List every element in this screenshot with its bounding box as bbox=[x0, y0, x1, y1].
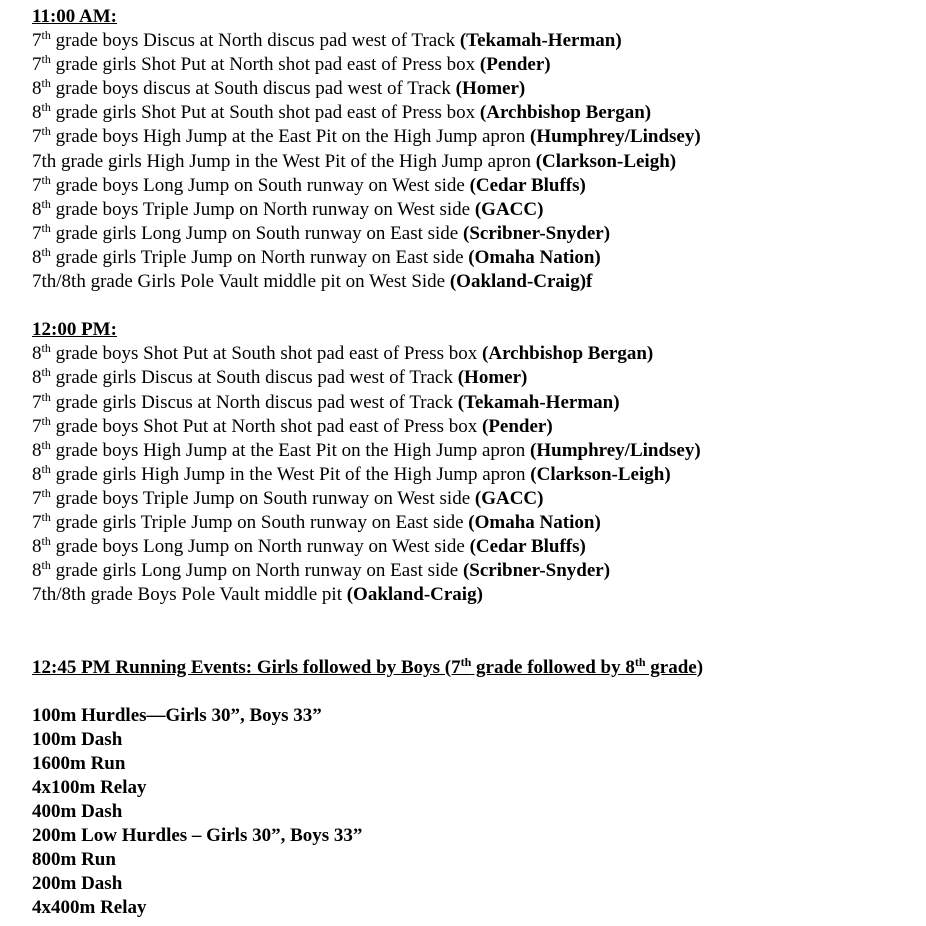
event-description: grade girls Triple Jump on South runway on East side bbox=[50, 511, 469, 533]
running-event: 200m Dash bbox=[32, 873, 123, 895]
host-school: (Tekamah-Herman) bbox=[459, 30, 622, 52]
event-row bbox=[32, 487, 926, 511]
event-row bbox=[32, 415, 926, 439]
ordinal-suffix: th bbox=[460, 654, 472, 669]
grade-number: 8 bbox=[32, 78, 42, 100]
grade-number: 8 bbox=[32, 439, 42, 461]
host-school: (Homer) bbox=[455, 78, 526, 100]
section-running-events bbox=[32, 656, 926, 921]
heading-text: grade followed by 8 bbox=[471, 656, 635, 678]
event-description: grade girls Discus at North discus pad west of Track bbox=[50, 391, 458, 413]
host-school: (Cedar Bluffs) bbox=[469, 536, 586, 558]
host-school: (Omaha Nation) bbox=[468, 246, 601, 268]
event-description: grade boys discus at South discus pad west of Track bbox=[50, 78, 456, 100]
event-row bbox=[32, 463, 926, 487]
ordinal-suffix: th bbox=[41, 172, 51, 187]
grade-number: 8 bbox=[32, 343, 42, 365]
host-school: (GACC) bbox=[474, 198, 544, 220]
event-description: grade girls Shot Put at South shot pad east of Press box bbox=[50, 102, 480, 124]
blank-line bbox=[32, 680, 926, 704]
ordinal-suffix: th bbox=[41, 437, 51, 452]
event-row bbox=[32, 270, 926, 294]
event-row bbox=[32, 342, 926, 366]
host-school: (Homer) bbox=[457, 367, 528, 389]
ordinal-suffix: th bbox=[41, 76, 51, 91]
host-school: (Archbishop Bergan) bbox=[479, 102, 652, 124]
grade-number: 8 bbox=[32, 102, 42, 124]
event-description: grade Boys Pole Vault middle pit bbox=[85, 584, 347, 606]
grade-number: 7 bbox=[32, 174, 42, 196]
event-row bbox=[32, 77, 926, 101]
host-school: (Cedar Bluffs) bbox=[469, 174, 586, 196]
host-school: (Scribner-Snyder) bbox=[462, 560, 611, 582]
event-row bbox=[32, 511, 926, 535]
event-description: grade girls Triple Jump on North runway on East side bbox=[50, 246, 469, 268]
event-row bbox=[32, 198, 926, 222]
grade-number: 8 bbox=[32, 463, 42, 485]
host-school: (Pender) bbox=[482, 415, 553, 437]
ordinal-suffix: th bbox=[41, 461, 51, 476]
blank-line bbox=[32, 294, 926, 318]
running-event-list bbox=[32, 704, 926, 921]
grade-number: 8 bbox=[32, 536, 42, 558]
ordinal-suffix: th bbox=[634, 654, 646, 669]
ordinal-suffix: th bbox=[41, 413, 51, 428]
host-school: (Clarkson-Leigh) bbox=[530, 463, 671, 485]
event-row bbox=[32, 559, 926, 583]
event-row bbox=[32, 29, 926, 53]
event-description: grade boys Discus at North discus pad west of Track bbox=[50, 30, 460, 52]
event-row bbox=[32, 222, 926, 246]
grade-number: 7 bbox=[32, 511, 42, 533]
running-events-heading bbox=[32, 656, 926, 680]
event-row bbox=[32, 150, 926, 174]
host-school: (GACC) bbox=[474, 487, 544, 509]
ordinal-suffix: th bbox=[41, 124, 51, 139]
event-row bbox=[32, 246, 926, 270]
ordinal-suffix: th bbox=[41, 389, 51, 404]
ordinal-suffix: th bbox=[41, 244, 51, 259]
event-description: grade girls Long Jump on South runway on East side bbox=[50, 222, 463, 244]
ordinal-suffix: th bbox=[41, 220, 51, 235]
grade-number: 7th/8th bbox=[32, 271, 86, 293]
event-list bbox=[32, 342, 926, 607]
ordinal-suffix: th bbox=[41, 534, 51, 549]
host-school: (Scribner-Snyder) bbox=[463, 222, 611, 244]
host-school: (Clarkson-Leigh) bbox=[535, 150, 677, 172]
grade-number: 7 bbox=[32, 222, 42, 244]
event-row bbox=[32, 439, 926, 463]
event-description: grade boys Long Jump on South runway on West side bbox=[50, 174, 470, 196]
grade-number: 7 bbox=[32, 487, 42, 509]
ordinal-suffix: th bbox=[41, 509, 51, 524]
host-school: (Humphrey/Lindsey) bbox=[530, 126, 701, 148]
event-row bbox=[32, 535, 926, 559]
ordinal-suffix: th bbox=[41, 558, 51, 573]
running-event: 400m Dash bbox=[32, 801, 123, 823]
host-school: (Oakland-Craig) bbox=[346, 584, 483, 606]
host-school: (Oakland-Craig)f bbox=[449, 271, 593, 293]
ordinal-suffix: th bbox=[41, 52, 51, 67]
event-row bbox=[32, 366, 926, 390]
grade-number: 7 bbox=[32, 54, 42, 76]
event-list bbox=[32, 29, 926, 294]
heading-text: 12:45 PM Running Events: Girls followed by Boys (7 bbox=[32, 656, 461, 678]
running-event: 100m Dash bbox=[32, 728, 123, 750]
grade-number: 7 bbox=[32, 30, 42, 52]
section-heading: 11:00 AM: bbox=[32, 6, 117, 27]
event-description: grade boys Shot Put at South shot pad east of Press box bbox=[50, 343, 483, 365]
running-event: 200m Low Hurdles – Girls 30”, Boys 33” bbox=[32, 825, 363, 847]
grade-number: 8 bbox=[32, 198, 42, 220]
ordinal-suffix: th bbox=[41, 196, 51, 211]
event-description: grade girls Discus at South discus pad west of Track bbox=[50, 367, 458, 389]
grade-number: 8 bbox=[32, 246, 42, 268]
running-event: 4x100m Relay bbox=[32, 777, 147, 798]
event-description: grade girls High Jump in the West Pit of the High Jump apron bbox=[56, 150, 536, 172]
event-row bbox=[32, 391, 926, 415]
blank-line bbox=[32, 607, 926, 655]
event-description: grade boys High Jump at the East Pit on the High Jump apron bbox=[50, 126, 531, 148]
host-school: (Tekamah-Herman) bbox=[457, 391, 620, 413]
running-event: 800m Run bbox=[32, 849, 116, 871]
grade-number: 7th/8th bbox=[32, 584, 86, 606]
running-event: 100m Hurdles—Girls 30”, Boys 33” bbox=[32, 704, 322, 726]
grade-number: 7 bbox=[32, 415, 42, 437]
event-row bbox=[32, 174, 926, 198]
section-11am bbox=[32, 5, 926, 294]
ordinal-suffix: th bbox=[41, 28, 51, 43]
event-description: grade girls Long Jump on North runway on East side bbox=[50, 560, 463, 582]
heading-text: grade) bbox=[645, 656, 704, 678]
host-school: (Archbishop Bergan) bbox=[482, 343, 654, 365]
event-row bbox=[32, 125, 926, 149]
event-description: grade boys Triple Jump on North runway on West side bbox=[50, 198, 475, 220]
event-row bbox=[32, 101, 926, 125]
section-heading: 12:00 PM: bbox=[32, 319, 117, 341]
ordinal-suffix: th bbox=[41, 341, 51, 356]
host-school: (Humphrey/Lindsey) bbox=[530, 439, 701, 461]
event-description: grade boys High Jump at the East Pit on the High Jump apron bbox=[50, 439, 531, 461]
grade-number: 7 bbox=[32, 126, 42, 148]
host-school: (Pender) bbox=[479, 54, 551, 76]
event-description: grade boys Long Jump on North runway on West side bbox=[50, 536, 470, 558]
host-school: (Omaha Nation) bbox=[468, 511, 601, 533]
event-row bbox=[32, 53, 926, 77]
grade-number: 8 bbox=[32, 367, 42, 389]
ordinal-suffix: th bbox=[41, 365, 51, 380]
ordinal-suffix: th bbox=[41, 100, 51, 115]
grade-number: 8 bbox=[32, 560, 42, 582]
event-description: grade boys Triple Jump on South runway on West side bbox=[50, 487, 475, 509]
event-description: grade girls High Jump in the West Pit of the High Jump apron bbox=[50, 463, 531, 485]
ordinal-suffix: th bbox=[41, 485, 51, 500]
running-event: 1600m Run bbox=[32, 752, 126, 774]
grade-number: 7th bbox=[32, 150, 57, 172]
grade-number: 7 bbox=[32, 391, 42, 413]
event-description: grade girls Shot Put at North shot pad east of Press box bbox=[50, 54, 480, 76]
event-row bbox=[32, 583, 926, 607]
event-description: grade boys Shot Put at North shot pad east of Press box bbox=[50, 415, 482, 437]
running-event: 4x400m Relay bbox=[32, 897, 147, 919]
event-description: grade Girls Pole Vault middle pit on West Side bbox=[85, 271, 450, 293]
section-12pm bbox=[32, 318, 926, 607]
